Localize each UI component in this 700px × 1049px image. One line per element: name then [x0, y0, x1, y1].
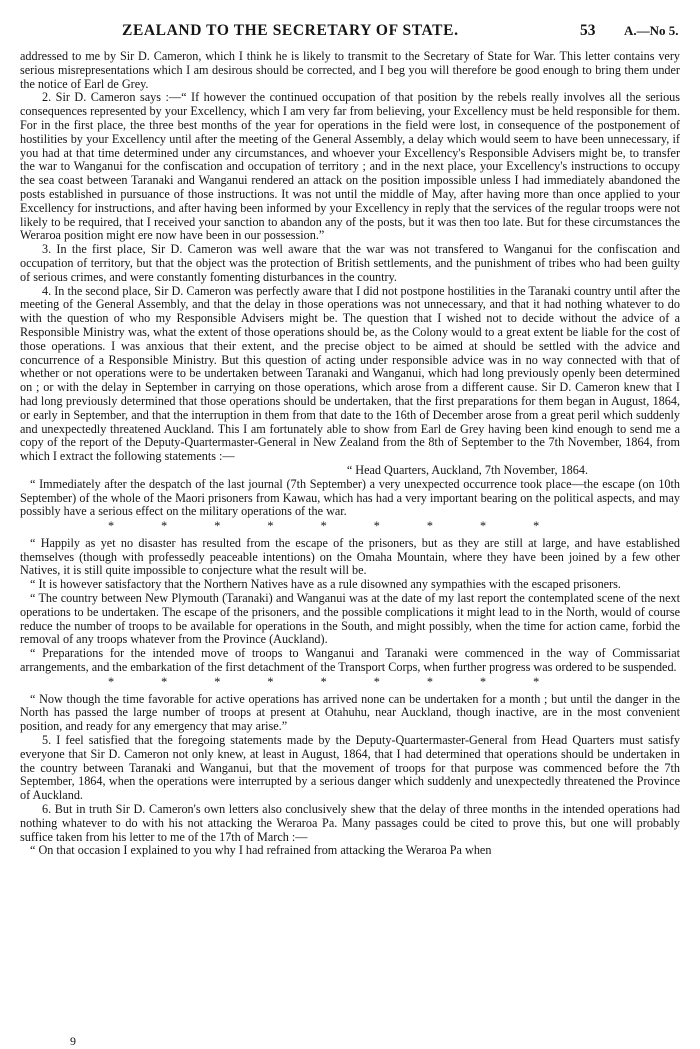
ellipsis-stars: * * * * * * * * * — [108, 674, 540, 689]
quoted-paragraph: “ Now though the time favorable for active operations has arrived none can be undertaken for a month ; but until the danger in the North has passed the large number of troops at present at Otahuhu, near Auckland, though inactive, are in the most convenient position, and ready for any emergency that may arise.” — [20, 691, 680, 734]
paragraph-4: 4. In the second place, Sir D. Cameron was perfectly aware that I did not postpone hostilities in the Taranaki country until after the meeting of the General Assembly, and that the delay in those operations was not unnecessary, and that it had nothing whatever to do with the question of who my Responsible Advisers might be. The question that I wished not to decide without the advice of a Responsible Ministry was, what the extent of those operations should be, as the Colony would to a great extent be liable for the cost of those operations. I was anxious that their extent, and the precise object to be aimed at should be settled with the advice and concurrence of a Responsible Ministry. But this question of acting under responsible advice was in no way connected with that of whether or not operations were to be undertaken between Taranaki and Wanganui, which had long previously openly been determined on ; or with the delay in September in carrying on those operations, which arose from a different cause. Sir D. Cameron knew that I had long previously determined that those operations should be undertaken, that the first preparations for them began in August, 1864, or early in September, and that the interruption in them from that date to the 16th of December arose from a great peril which suddenly and unexpectedly threatened Auckland. This I am fortunately able to show from Earl de Grey having been kind enough to send me a copy of the report of the Deputy-Quartermaster-General in New Zealand from the 8th of September to the 7th November, 1864, from which I extract the following statements :— — [20, 283, 680, 464]
ellipsis-stars: * * * * * * * * * — [108, 519, 540, 534]
document-reference: A.—No 5. — [624, 23, 679, 38]
paragraph-3: 3. In the first place, Sir D. Cameron was well aware that the war was not transfered to Wanganui for the confiscation and occupation of territory, but that the object was the protection of British settlements, and the punishment of tribes who had been guilty of serious crimes, and were constantly fomenting disturbances in the country. — [20, 242, 680, 284]
paragraph-continuation: addressed to me by Sir D. Cameron, which I think he is likely to transmit to the Secretary of State for War. This letter contains very serious misrepresentations which I am desirous should be corrected, and I beg you will therefore be good enough to bring them under the notice of Earl de Grey. — [20, 49, 680, 91]
signature-mark: 9 — [70, 1034, 76, 1048]
quoted-paragraph: “ Immediately after the despatch of the last journal (7th September) a very unexpected occurrence took place—the escape (on 10th September) of the whole of the Maori prisoners from Kawau, which has had a very important bearing on the political aspects, and may possibly have a serious effect on the military operations of the war. — [20, 476, 680, 519]
quoted-paragraph-final: “ On that occasion I explained to you why I had refrained from attacking the Weraroa Pa when — [30, 843, 492, 858]
quoted-paragraph: “ It is however satisfactory that the Northern Natives have as a rule disowned any sympathies with the escaped prisoners. — [30, 577, 621, 592]
quoted-paragraph: “ Preparations for the intended move of troops to Wanganui and Taranaki were commenced in the way of Commissariat arrangements, and the embarkation of the first detachment of the Transport Corps, when further progress was ordered to be suspended. — [20, 646, 680, 675]
page-number: 53 — [580, 22, 596, 39]
running-title: ZEALAND TO THE SECRETARY OF STATE. — [122, 22, 459, 39]
quoted-dateline: “ Head Quarters, Auckland, 7th November, 1864. — [346, 462, 588, 477]
quoted-paragraph: “ The country between New Plymouth (Taranaki) and Wanganui was at the date of my last report the contemplated scene of the next operations to be undertaken. The escape of the prisoners, and the possible complications it might lead to in the North, would of course reduce the number of troops to be available for operations in the South, and might possibly, when the time for action came, forbid the removal of any troops whatever from the Province (Auckland). — [20, 591, 680, 647]
paragraph-2: 2. Sir D. Cameron says :—“ If however the continued occupation of that position by the rebels really involves all the serious consequences represented by your Excellency, which I am very far from believing, your Excellency must be held responsible for them. For in the first place, the three best months of the year for operations in the field were lost, in consequence of the postponement of hostilities by your Excellency until after the meeting of the General Assembly, a delay which would seem to have been unnecessary, if you had at that time determined under any circumstances, and whoever your Excellency's Responsible Advisers might be, to transfer the war to Wanganui for the confiscation and occupation of territory ; and in the next place, your Excellency's instructions to occupy the sea coast between Taranaki and Wanganui rendered an attack on the position impossible unless I had immediately abandoned the posts established in pursuance of those instructions. It was not until the middle of May, after having more than once applied to your Excellency for instructions, and after having been informed by your Excellency in reply that the services of the regular troops were not likely to be required, that I received your sanction to abandon any of the posts, but it was then too late. But for these circumstances the Weraroa position might ere now have been in our possession.” — [20, 90, 680, 243]
quoted-paragraph: “ Happily as yet no disaster has resulted from the escape of the prisoners, but as they are still at large, and have established themselves (though with professedly peaceable intentions) on the Omaha Mountain, where they have been joined by a few other Natives, it is still quite impossible to conjecture what the result will be. — [20, 535, 680, 578]
paragraph-6: 6. But in truth Sir D. Cameron's own letters also conclusively shew that the delay of three months in the intended operations had nothing whatever to do with his not attacking the Weraroa Pa. Many passages could be cited to prove this, but one will probably suffice taken from his letter to me of the 17th of March :— — [20, 802, 680, 844]
page-header — [20, 22, 680, 44]
paragraph-5: 5. I feel satisfied that the foregoing statements made by the Deputy-Quartermaster-General from Head Quarters must satisfy everyone that Sir D. Cameron not only knew, at least in August, 1864, that I had determined that operations should be undertaken in the country between Taranaki and Wanganui, but that the movement of troops for that purpose was commenced before the 7th September, 1864, when the operations were interrupted by a serious danger which suddenly and unexpectedly threatened the Province of Auckland. — [20, 733, 680, 803]
page-body — [20, 50, 680, 858]
